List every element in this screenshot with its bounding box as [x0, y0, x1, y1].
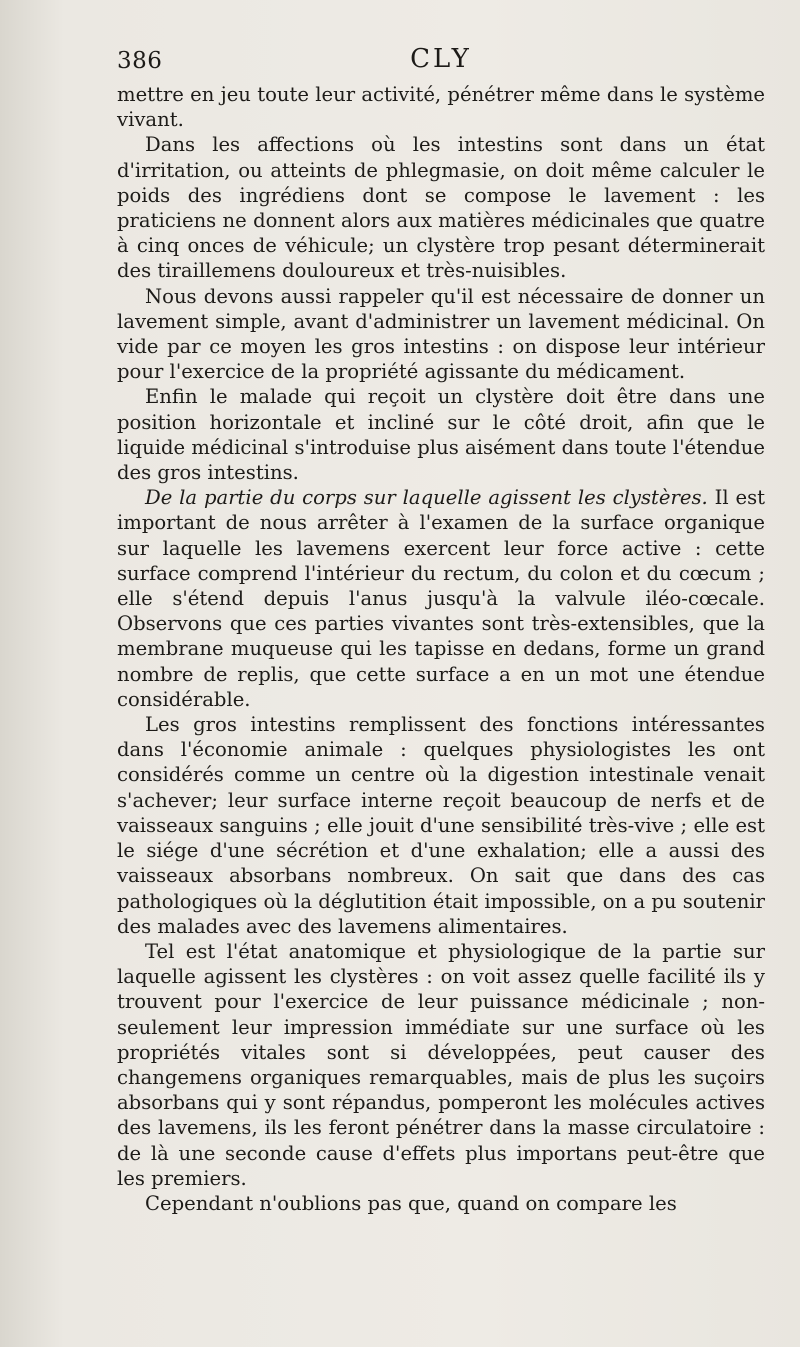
- paragraph-continuation: mettre en jeu toute leur activité, pénétrer même dans le système vivant.: [117, 83, 765, 132]
- running-head: [117, 44, 765, 80]
- paragraph-etat-anatomique: Tel est l'état anatomique et physiologique de la partie sur laquelle agissent les clystères : on voit assez quelle facilité ils y trouvent pour l'exercice de leur puissance médicinale ; non-seulement leur impression immédiate sur une surface où les propriétés vitales sont si développées, peut causer des changemens organiques remarquables, mais de plus les suçoirs absorbans qui y sont répandus, pomperont les molécules actives des lavemens, ils les feront pénétrer dans la masse circulatoire : de là une seconde cause d'effets plus importans peut-être que les premiers.: [117, 939, 765, 1190]
- page-number: 386: [117, 48, 163, 74]
- paragraph-gros-intestins: Les gros intestins remplissent des fonctions intéressantes dans l'économie animale : quelques physiologistes les ont considérés comme un centre où la digestion intestinale venait s'achever; leur surface interne reçoit beaucoup de nerfs et de vaisseaux sanguins ; elle jouit d'une sensibilité très-vive ; elle est le siége d'une sécrétion et d'une exhalation; elle a aussi des vaisseaux absorbans nombreux. On sait que dans des cas pathologiques où la déglutition était impossible, on a pu soutenir des malades avec des lavemens alimentaires.: [117, 713, 765, 938]
- running-title: CLY: [410, 44, 472, 74]
- paragraph-surface-organique: [117, 485, 765, 712]
- paragraph-cependant: Cependant n'oublions pas que, quand on compare les: [145, 1191, 677, 1215]
- section-heading-italic: De la partie du corps sur laquelle agissent les clystères.: [145, 486, 708, 510]
- paragraph-position: Enfin le malade qui reçoit un clystère doit être dans une position horizontale et incliné sur le côté droit, afin que le liquide médicinal s'introduise plus aisément dans toute l'étendue des gros intestins.: [117, 385, 765, 485]
- paragraph-surface-text: Il est important de nous arrêter à l'examen de la surface organique sur laquelle les lavemens exercent leur force active : cette surface comprend l'intérieur du rectum, du colon et du cœcum ; elle s'étend depuis l'anus jusqu'à la valvule iléo-cœcale. Observons que ces parties vivantes sont très-extensibles, que la membrane muqueuse qui les tapisse en dedans, forme un grand nombre de replis, que cette surface a en un mot une étendue considérable.: [117, 486, 765, 711]
- body-text: [117, 82, 765, 1216]
- paragraph-irritation: Dans les affections où les intestins sont dans un état d'irritation, ou atteints de phlegmasie, on doit même calculer le poids des ingrédiens dont se compose le lavement : les praticiens ne donnent alors aux matières médicinales que quatre à cinq onces de véhicule; un clystère trop pesant déterminerait des tiraillemens douloureux et très-nuisibles.: [117, 133, 765, 283]
- paragraph-simple-lavement: Nous devons aussi rappeler qu'il est nécessaire de donner un lavement simple, avant d'administrer un lavement médicinal. On vide par ce moyen les gros intestins : on dispose leur intérieur pour l'exercice de la propriété agissante du médicament.: [117, 284, 765, 384]
